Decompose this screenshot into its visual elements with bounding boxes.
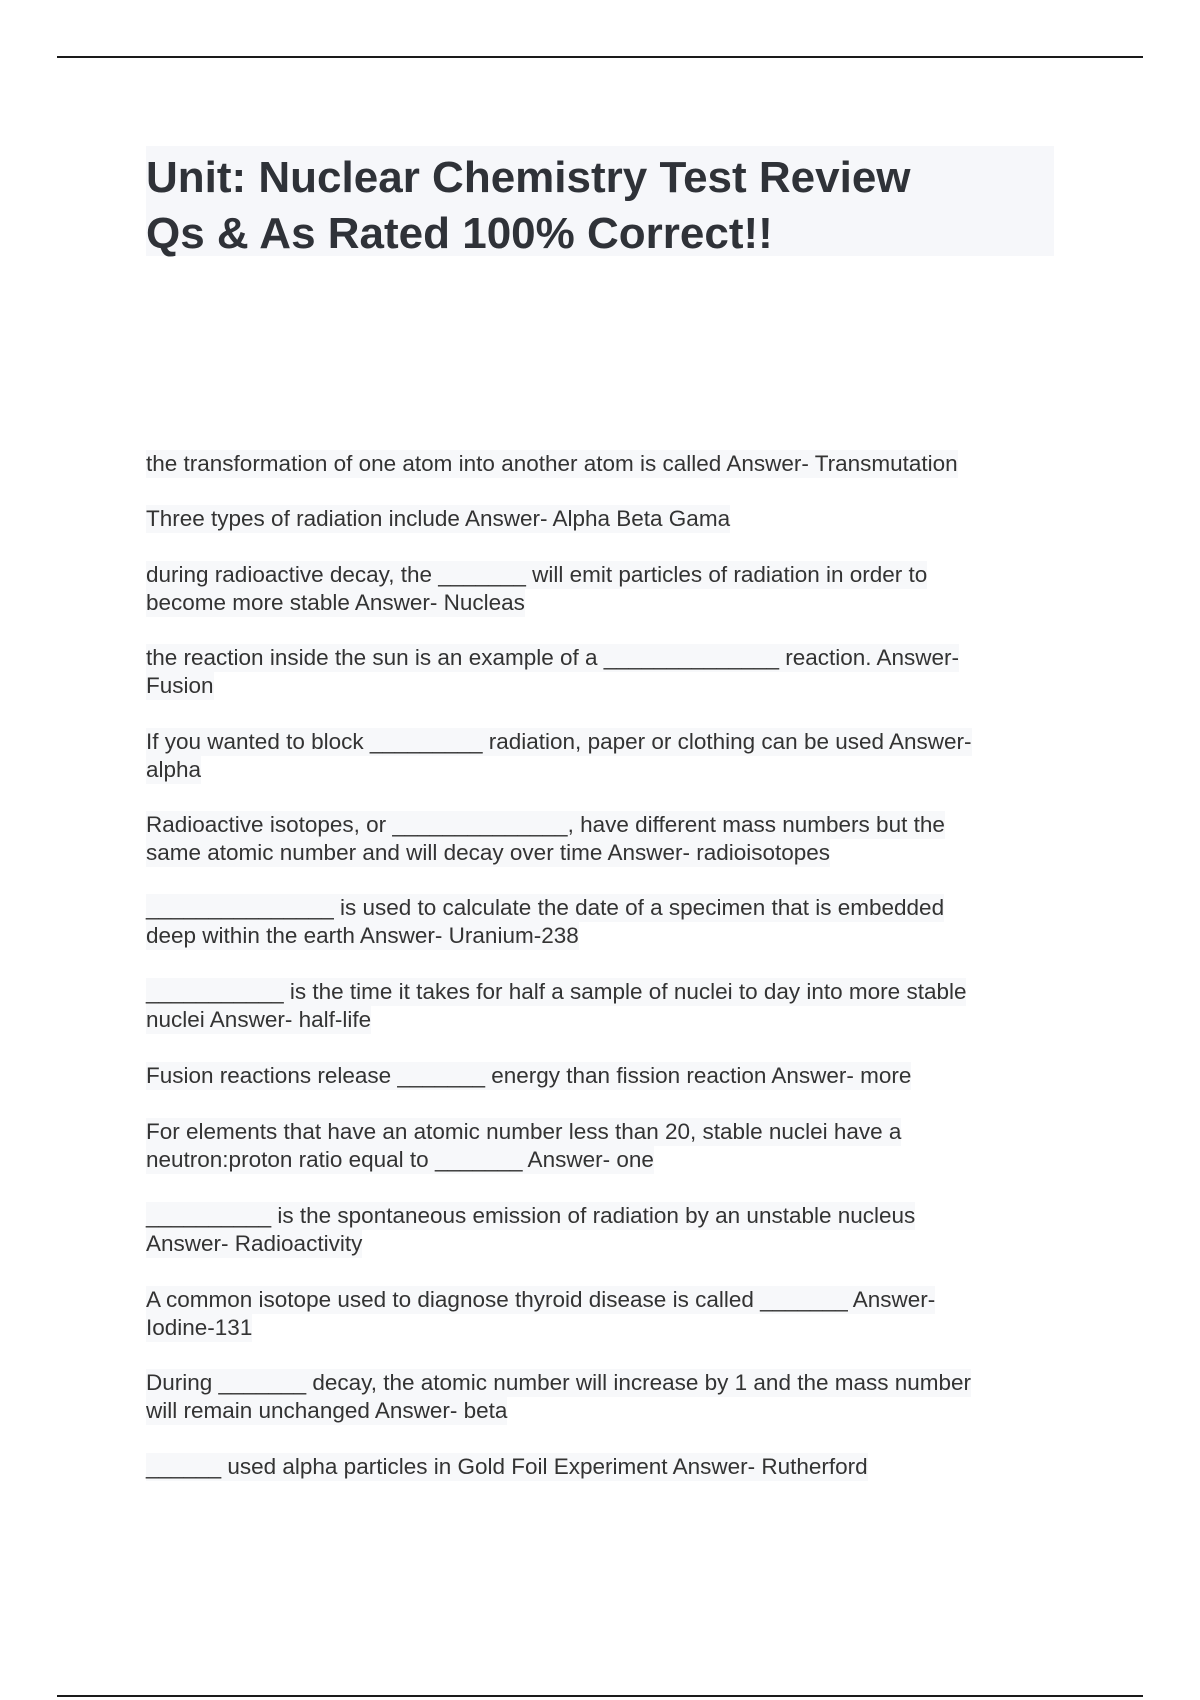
qa-line: _______________ is used to calculate the date of a specimen that is embedded — [146, 895, 945, 920]
qa-line: will remain unchanged Answer- beta — [146, 1398, 508, 1423]
qa-line: the transformation of one atom into another atom is called Answer- Transmutation — [146, 451, 958, 476]
qa-line: neutron:proton ratio equal to _______ Answer- one — [146, 1147, 654, 1172]
page-title — [146, 150, 1054, 262]
qa-line: same atomic number and will decay over time Answer- radioisotopes — [146, 840, 831, 865]
qa-line: If you wanted to block _________ radiation, paper or clothing can be used Answer- — [146, 729, 972, 754]
qa-item — [146, 1062, 911, 1090]
qa-item — [146, 1118, 901, 1174]
qa-line: nuclei Answer- half-life — [146, 1007, 372, 1032]
qa-line: Fusion reactions release _______ energy than fission reaction Answer- more — [146, 1063, 912, 1088]
qa-item — [146, 811, 945, 867]
qa-line: A common isotope used to diagnose thyroid disease is called _______ Answer- — [146, 1287, 936, 1312]
qa-line: ______ used alpha particles in Gold Foil Experiment Answer- Rutherford — [146, 1454, 868, 1479]
qa-line: alpha — [146, 757, 202, 782]
qa-line: During _______ decay, the atomic number will increase by 1 and the mass number — [146, 1370, 972, 1395]
qa-line: during radioactive decay, the _______ will emit particles of radiation in order to — [146, 562, 928, 587]
qa-item — [146, 894, 944, 950]
qa-line: the reaction inside the sun is an example of a ______________ reaction. Answer- — [146, 645, 960, 670]
qa-line: Answer- Radioactivity — [146, 1231, 363, 1256]
title-block — [146, 146, 1054, 256]
qa-item — [146, 644, 959, 700]
qa-line: Radioactive isotopes, or ______________, have different mass numbers but the — [146, 812, 945, 837]
qa-line: become more stable Answer- Nucleas — [146, 590, 525, 615]
top-rule — [57, 56, 1143, 58]
qa-line: ___________ is the time it takes for half a sample of nuclei to day into more stable — [146, 979, 967, 1004]
qa-item — [146, 1286, 935, 1342]
qa-item — [146, 1369, 971, 1425]
qa-item — [146, 728, 972, 784]
qa-item — [146, 561, 927, 617]
bottom-rule — [57, 1695, 1143, 1697]
qa-line: __________ is the spontaneous emission of radiation by an unstable nucleus — [146, 1203, 916, 1228]
qa-line: Iodine-131 — [146, 1315, 253, 1340]
qa-item — [146, 450, 958, 478]
qa-item — [146, 505, 730, 533]
qa-line: Fusion — [146, 673, 214, 698]
title-line-1: Unit: Nuclear Chemistry Test Review — [146, 153, 911, 202]
qa-item — [146, 1202, 915, 1258]
qa-line: Three types of radiation include Answer- Alpha Beta Gama — [146, 506, 731, 531]
qa-line: deep within the earth Answer- Uranium-238 — [146, 923, 579, 948]
title-line-2: Qs & As Rated 100% Correct!! — [146, 209, 773, 258]
qa-item — [146, 1453, 868, 1481]
qa-line: For elements that have an atomic number less than 20, stable nuclei have a — [146, 1119, 902, 1144]
qa-item — [146, 978, 966, 1034]
